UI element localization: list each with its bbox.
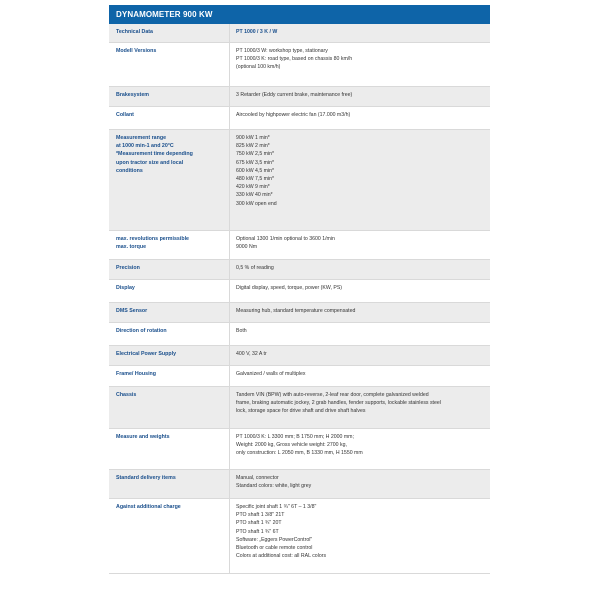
spec-label: DMS Sensor: [109, 303, 230, 322]
spec-row: [109, 303, 490, 323]
spec-value: Aircooled by highpower electric fan (17.000 m3/h): [236, 112, 351, 118]
sheet-title: DYNAMOMETER 900 KW: [109, 5, 490, 24]
spec-row: [109, 280, 490, 303]
spec-label: Direction of rotation: [109, 323, 230, 345]
spec-label: max. revolutions permissible max. torque: [109, 231, 230, 259]
spec-label: Precision: [109, 260, 230, 279]
spec-value: Specific joint shaft 1 ¾" 6T – 1 3/8" PTO shaft 1 3/8" 21T PTO shaft 1 ¾" 20T PTO shaft 1 ¾" 6T Software: „Eggers PowerControl" Bluetooth or cable remote control Colors at additional cost: all RAL colors: [236, 504, 327, 560]
spec-row: [109, 87, 490, 107]
spec-row: [109, 231, 490, 260]
spec-row: [109, 499, 490, 574]
spec-row: [109, 346, 490, 366]
spec-label: Brakesystem: [109, 87, 230, 106]
spec-value: Both: [236, 328, 247, 334]
spec-label: Measurement range at 1000 min-1 and 20°C *Measurement time depending upon tractor size and local conditions: [109, 130, 230, 230]
spec-row: [109, 107, 490, 130]
spec-value: Digital display, speed, torque, power (KW, PS): [236, 285, 343, 291]
spec-row: [109, 24, 490, 43]
spec-value: Manual, connector Standard colors: white, light grey: [236, 475, 312, 490]
spec-value: PT 1000/3 W: workshop type, stationary PT 1000/3 K: road type, based on chassis 80 km/h (optional 100 km/h): [236, 48, 353, 71]
spec-value: Measuring hub, standard temperature compensated: [236, 308, 356, 314]
spec-value: PT 1000/3 K: L 3300 mm; B 1750 mm; H 2000 mm; Weight: 2000 kg, Gross vehicle weight: 2700 kg, only construction: L 2050 mm, B 1330 mm, H 1550 mm: [236, 434, 363, 457]
spec-row: [109, 470, 490, 499]
spec-row: [109, 323, 490, 346]
spec-value: 400 V, 32 A tr: [236, 351, 267, 357]
spec-table: [109, 24, 490, 574]
spec-label: Measure and weights: [109, 429, 230, 469]
spec-label: Against additional charge: [109, 499, 230, 573]
spec-row: [109, 43, 490, 87]
spec-label: Display: [109, 280, 230, 302]
spec-label: Electrical Power Supply: [109, 346, 230, 365]
spec-value: 900 kW 1 min* 825 kW 2 min* 750 kW 2,5 min* 675 kW 3,5 min* 600 kW 4,5 min* 480 kW 7,5 min* 420 kW 9 min* 330 kW 40 min* 300 kW open end: [236, 135, 277, 207]
spec-sheet: [109, 5, 490, 574]
spec-label: Chassis: [109, 387, 230, 428]
spec-row: [109, 429, 490, 470]
spec-value: 0,5 % of reading: [236, 265, 274, 271]
spec-row: [109, 387, 490, 429]
spec-value: 3 Retarder (Eddy current brake, maintenance free): [236, 92, 353, 98]
spec-label: Frame/ Housing: [109, 366, 230, 386]
spec-row: [109, 260, 490, 280]
spec-label: Collant: [109, 107, 230, 129]
spec-row: [109, 130, 490, 231]
spec-label: Standard delivery items: [109, 470, 230, 498]
spec-value: Tandem VIN (BPW) with auto-reverse, 2-leaf rear door, complete galvanized welded frame, braking automatic jockey, 2 grab handles, fender supports, lockable stainless steel lock, storage space for drive shaft and drive shaft halves: [236, 392, 441, 415]
spec-value: PT 1000 / 3 K / W: [236, 29, 278, 35]
spec-label: Modell Versions: [109, 43, 230, 86]
spec-label: Technical Data: [109, 24, 230, 42]
spec-row: [109, 366, 490, 387]
spec-value: Optional 1300 1/min optional to 3600 1/min 9000 Nm: [236, 236, 335, 251]
spec-value: Galvanized / walls of multiplex: [236, 371, 306, 377]
